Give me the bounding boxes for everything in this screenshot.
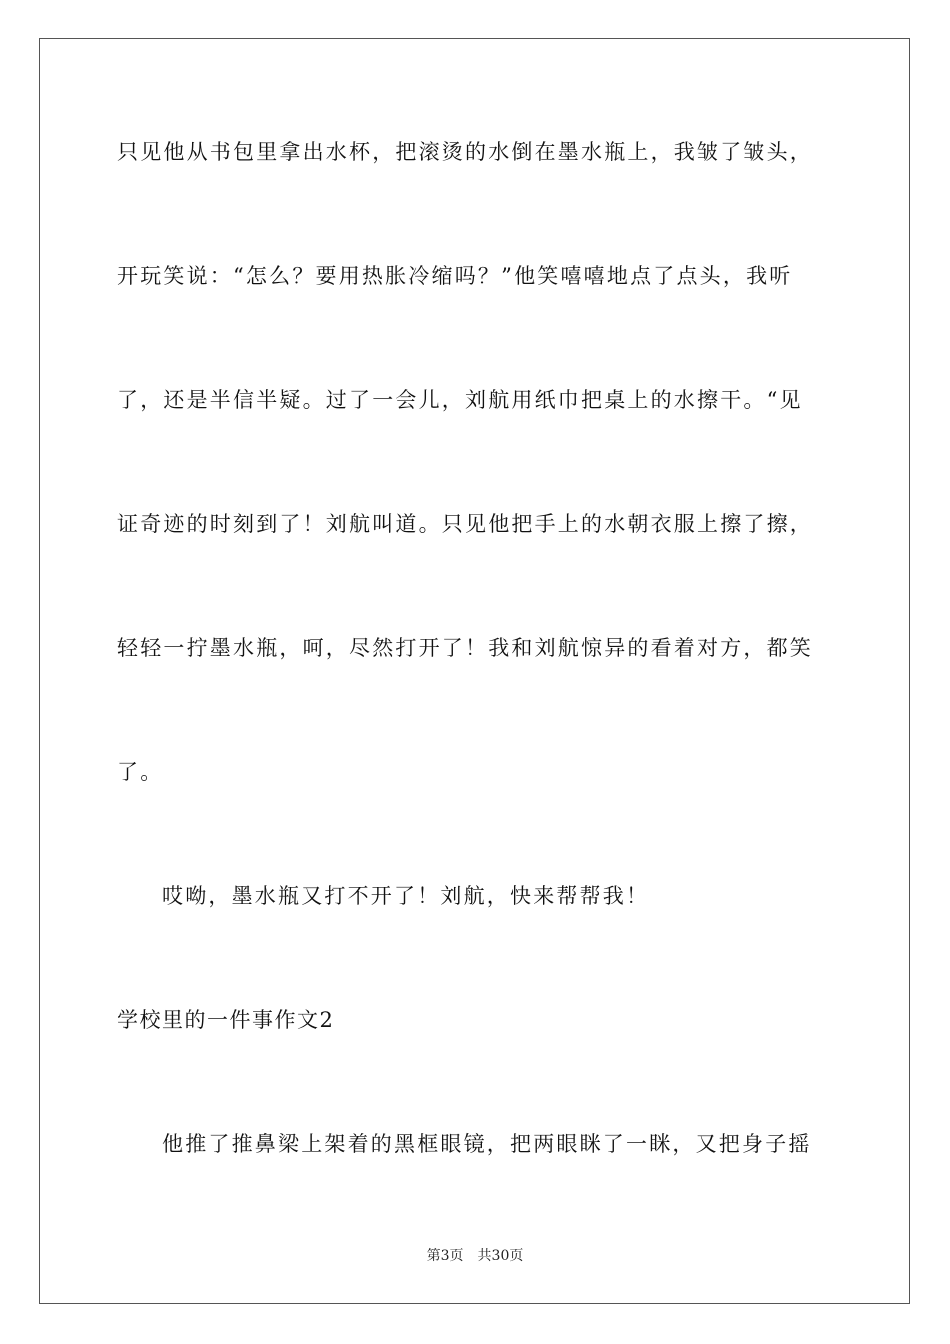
paragraph-line-5: 轻轻一拧墨水瓶，呵，尽然打开了！我和刘航惊异的看着对方，都笑 xyxy=(117,636,813,660)
paragraph-line-8: 他推了推鼻梁上架着的黑框眼镜，把两眼眯了一眯，又把身子摇 xyxy=(162,1132,812,1156)
page-footer xyxy=(0,1247,950,1265)
page-number: 第3页 xyxy=(426,1248,464,1264)
paragraph-line-1: 只见他从书包里拿出水杯，把滚烫的水倒在墨水瓶上，我皱了皱头， xyxy=(117,140,813,164)
paragraph-line-7: 哎呦，墨水瓶又打不开了！刘航，快来帮帮我！ xyxy=(162,884,650,908)
page-total: 共30页 xyxy=(477,1248,524,1264)
section-heading: 学校里的一件事作文2 xyxy=(117,1008,335,1032)
paragraph-line-4: 证奇迹的时刻到了！刘航叫道。只见他把手上的水朝衣服上擦了擦， xyxy=(117,512,813,536)
paragraph-line-3: 了，还是半信半疑。过了一会儿，刘航用纸巾把桌上的水擦干。“见 xyxy=(117,388,803,412)
page-frame xyxy=(39,38,910,1304)
paragraph-line-2: 开玩笑说：“怎么？要用热胀冷缩吗？”他笑嘻嘻地点了点头，我听 xyxy=(117,264,793,288)
paragraph-line-6: 了。 xyxy=(117,760,164,784)
